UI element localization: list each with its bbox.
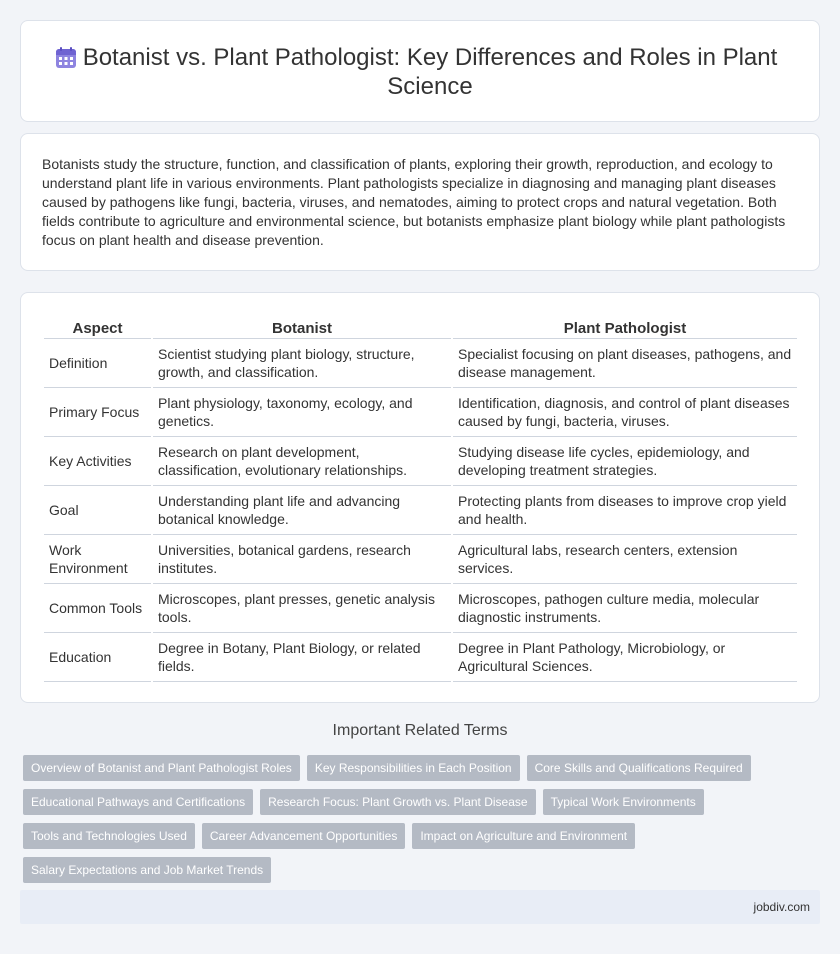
table-row: [44, 339, 797, 388]
botanist-cell: Degree in Botany, Plant Biology, or related fields.: [153, 633, 451, 682]
header-botanist: Botanist: [153, 317, 451, 339]
pathologist-cell: Protecting plants from diseases to improve crop yield and health.: [453, 486, 797, 535]
aspect-cell: Common Tools: [44, 584, 151, 633]
related-term-tag[interactable]: Research Focus: Plant Growth vs. Plant Disease: [260, 789, 535, 815]
related-term-tag[interactable]: Typical Work Environments: [543, 789, 704, 815]
related-term-tag[interactable]: Key Responsibilities in Each Position: [307, 755, 520, 781]
table-row: [44, 437, 797, 486]
related-term-tag[interactable]: Impact on Agriculture and Environment: [412, 823, 635, 849]
aspect-cell: Definition: [44, 339, 151, 388]
title-card: [20, 20, 820, 122]
pathologist-cell: Degree in Plant Pathology, Microbiology, or Agricultural Sciences.: [453, 633, 797, 682]
intro-paragraph: Botanists study the structure, function, and classification of plants, exploring their growth, reproduction, and ecology to understand plant life in various environments. Plant pathologists specialize in diagnosing and managing plant diseases caused by pathogens like fungi, bacteria, viruses, and nematodes, aiming to protect crops and natural vegetation. Both fields contribute to agriculture and environmental science, but botanists emphasize plant biology while plant pathologists focus on plant health and disease prevention.: [42, 156, 786, 248]
comparison-table: [42, 317, 799, 682]
related-term-tag[interactable]: Career Advancement Opportunities: [202, 823, 405, 849]
pathologist-cell: Specialist focusing on plant diseases, pathogens, and disease management.: [453, 339, 797, 388]
botanist-cell: Understanding plant life and advancing botanical knowledge.: [153, 486, 451, 535]
header-aspect: Aspect: [44, 317, 151, 339]
pathologist-cell: Agricultural labs, research centers, extension services.: [453, 535, 797, 584]
table-header-row: [44, 317, 797, 339]
botanist-cell: Scientist studying plant biology, structure, growth, and classification.: [153, 339, 451, 388]
botanist-cell: Plant physiology, taxonomy, ecology, and genetics.: [153, 388, 451, 437]
table-row: [44, 633, 797, 682]
related-term-tag[interactable]: Overview of Botanist and Plant Pathologist Roles: [23, 755, 300, 781]
table-row: [44, 535, 797, 584]
botanist-cell: Microscopes, plant presses, genetic analysis tools.: [153, 584, 451, 633]
table-row: [44, 388, 797, 437]
related-term-tag[interactable]: Educational Pathways and Certifications: [23, 789, 253, 815]
table-row: [44, 486, 797, 535]
page-title: Botanist vs. Plant Pathologist: Key Differences and Roles in Plant Science: [82, 44, 778, 100]
aspect-cell: Work Environment: [44, 535, 151, 584]
pathologist-cell: Identification, diagnosis, and control of plant diseases caused by fungi, bacteria, viruses.: [453, 388, 797, 437]
related-term-tag[interactable]: Tools and Technologies Used: [23, 823, 195, 849]
botanist-cell: Research on plant development, classification, evolutionary relationships.: [153, 437, 451, 486]
botanist-cell: Universities, botanical gardens, research institutes.: [153, 535, 451, 584]
related-term-tag[interactable]: Core Skills and Qualifications Required: [527, 755, 751, 781]
related-term-tag[interactable]: Salary Expectations and Job Market Trends: [23, 857, 271, 883]
pathologist-cell: Studying disease life cycles, epidemiology, and developing treatment strategies.: [453, 437, 797, 486]
comparison-table-card: [20, 292, 820, 703]
aspect-cell: Education: [44, 633, 151, 682]
intro-card: [20, 133, 820, 271]
header-plant-pathologist: Plant Pathologist: [453, 317, 797, 339]
table-row: [44, 584, 797, 633]
related-terms-list: [23, 755, 813, 883]
footer-site-link[interactable]: jobdiv.com: [753, 900, 810, 914]
aspect-cell: Primary Focus: [44, 388, 151, 437]
pathologist-cell: Microscopes, pathogen culture media, molecular diagnostic instruments.: [453, 584, 797, 633]
related-terms-heading: Important Related Terms: [332, 722, 508, 739]
aspect-cell: Key Activities: [44, 437, 151, 486]
footer: [20, 890, 820, 924]
aspect-cell: Goal: [44, 486, 151, 535]
